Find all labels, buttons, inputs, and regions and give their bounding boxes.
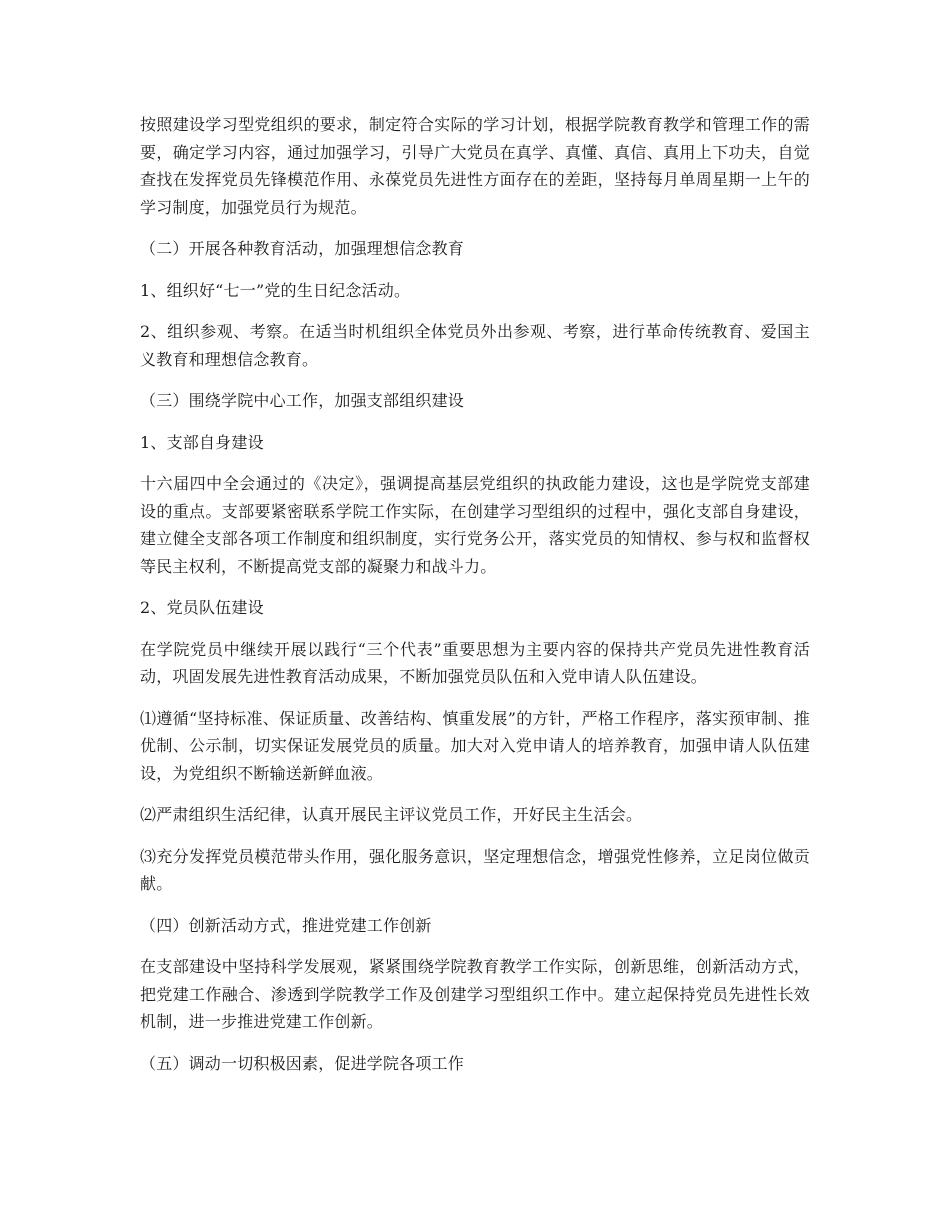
study-plan-paragraph: 按照建设学习型党组织的要求，制定符合实际的学习计划，根据学院教育教学和管理工作的需要，确定学习内容，通过加强学习，引导广大党员在真学、真懂、真信、真用上下功夫，自觉查找在发挥党员先锋模范作用、永葆党员先进性方面存在的差距，坚持每月单周星期一上午的学习制度，加强党员行为规范。	[140, 115, 810, 217]
section-4-body: 在支部建设中坚持科学发展观，紧紧围绕学院教育教学工作实际，创新思维，创新活动方式，把党建工作融合、渗透到学院教学工作及创建学习型组织工作中。建立起保持党员先进性长效机制，进一步推进党建工作创新。	[140, 957, 810, 1031]
section-5-heading: （五）调动一切积极因素，促进学院各项工作	[140, 1053, 465, 1073]
item-3-2-sub-1: ⑴遵循“坚持标准、保证质量、改善结构、慎重发展”的方针，严格工作程序，落实预审制、推优制、公示制，切实保证发展党员的质量。加大对入党申请人的培养教育，加强申请人队伍建设，为党组织不断输送新鲜血液。	[140, 708, 810, 783]
item-3-2-title: 2、党员队伍建设	[140, 598, 264, 617]
item-3-1-title: 1、支部自身建设	[140, 432, 264, 452]
item-3-2-sub-2: ⑵严肃组织生活纪律，认真开展民主评议党员工作，开好民主生活会。	[140, 805, 643, 824]
section-3-heading: （三）围绕学院中心工作，加强支部组织建设	[140, 391, 465, 410]
item-3-2-body: 在学院党员中继续开展以践行“三个代表”重要思想为主要内容的保持共产党员先进性教育活动，巩固发展先进性教育活动成果，不断加强党员队伍和入党申请人队伍建设。	[140, 639, 810, 686]
item-3-2-sub-3: ⑶充分发挥党员模范带头作用，强化服务意识，坚定理想信念，增强党性修养，立足岗位做贡献。	[140, 846, 810, 893]
item-2-1: 1、组织好“七一”党的生日纪念活动。	[140, 280, 411, 300]
document-page	[140, 111, 810, 1091]
section-2-heading: （二）开展各种教育活动，加强理想信念教育	[140, 239, 465, 258]
item-2-2: 2、组织参观、考察。在适当时机组织全体党员外出参观、考察，进行革命传统教育、爱国主义教育和理想信念教育。	[140, 322, 810, 369]
item-3-1-body: 十六届四中全会通过的《决定》，强调提高基层党组织的执政能力建设，这也是学院党支部建设的重点。支部要紧密联系学院工作实际，在创建学习型组织的过程中，强化支部自身建设，建立健全支部各项工作制度和组织制度，实行党务公开，落实党员的知情权、参与权和监督权等民主权利，不断提高党支部的凝聚力和战斗力。	[140, 474, 810, 576]
section-4-heading: （四）创新活动方式，推进党建工作创新	[140, 915, 432, 935]
